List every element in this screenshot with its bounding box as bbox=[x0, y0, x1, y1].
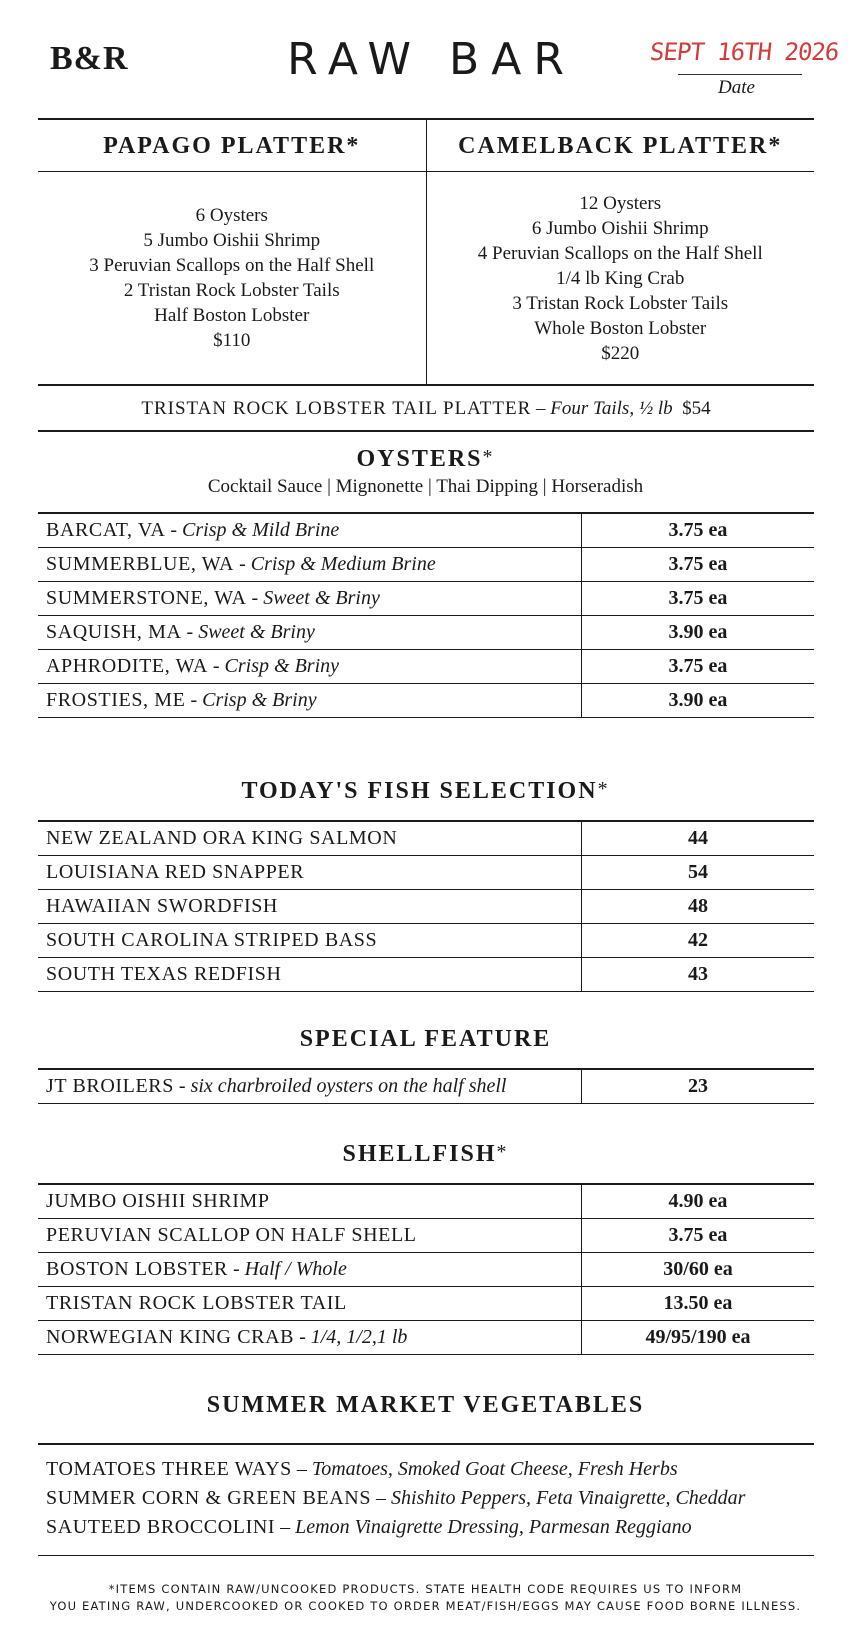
platter-item: 6 Jumbo Oishii Shrimp bbox=[531, 217, 709, 239]
date-stamp: SEPT 16TH 2026 bbox=[648, 38, 840, 66]
item-name-cell: SUMMERSTONE, WA - Sweet & Briny bbox=[38, 582, 582, 615]
item-desc: Half / Whole bbox=[244, 1258, 347, 1280]
item-price: 3.90 ea bbox=[668, 689, 728, 711]
platter-item: 6 Oysters bbox=[195, 205, 268, 226]
platter-item: 4 Peruvian Scallops on the Half Shell bbox=[477, 242, 763, 264]
item-price: 42 bbox=[688, 929, 708, 951]
table-row bbox=[38, 1321, 814, 1355]
item-name-cell: BARCAT, VA - Crisp & Mild Brine bbox=[38, 514, 582, 547]
fish-table bbox=[38, 820, 814, 992]
item-price: 44 bbox=[688, 827, 708, 849]
table-row bbox=[38, 1185, 814, 1219]
platter-camelback bbox=[426, 120, 815, 384]
item-name: NORWEGIAN KING CRAB bbox=[46, 1326, 295, 1348]
item-name: JUMBO OISHII SHRIMP bbox=[46, 1190, 270, 1212]
item-price: 3.75 ea bbox=[668, 587, 728, 609]
platter-item: 2 Tristan Rock Lobster Tails bbox=[123, 280, 340, 301]
section-title: OYSTERS bbox=[356, 446, 483, 472]
item-price: 3.90 ea bbox=[668, 621, 728, 643]
footnote-line: YOU EATING RAW, UNDERCOOKED OR COOKED TO ORDER MEAT/FISH/EGGS MAY CAUSE FOOD BORNE ILLNESS. bbox=[49, 1599, 802, 1613]
item-price: 3.75 ea bbox=[668, 1224, 728, 1246]
item-name-cell bbox=[38, 890, 582, 923]
item-name: SUMMER CORN & GREEN BEANS bbox=[46, 1487, 372, 1509]
item-price: 13.50 ea bbox=[663, 1292, 733, 1314]
item-desc: Lemon Vinaigrette Dressing, Parmesan Reggiano bbox=[295, 1516, 692, 1538]
item-price: 48 bbox=[688, 895, 708, 917]
list-item: TOMATOES THREE WAYS – Tomatoes, Smoked Goat Cheese, Fresh Herbs bbox=[46, 1458, 678, 1480]
oyster-sauces: Cocktail Sauce | Mignonette | Thai Dipping | Horseradish bbox=[207, 476, 644, 497]
item-desc: Tomatoes, Smoked Goat Cheese, Fresh Herbs bbox=[311, 1458, 678, 1480]
table-row bbox=[38, 582, 814, 616]
item-name-cell bbox=[38, 924, 582, 957]
tail-platter-price: $54 bbox=[682, 398, 711, 419]
item-name: SOUTH CAROLINA STRIPED BASS bbox=[46, 929, 378, 951]
platter-item: 5 Jumbo Oishii Shrimp bbox=[143, 230, 321, 251]
item-name-cell: FROSTIES, ME - Crisp & Briny bbox=[38, 684, 582, 717]
oysters-table bbox=[38, 512, 814, 718]
item-name-cell bbox=[38, 1185, 582, 1218]
item-name-cell: SAQUISH, MA - Sweet & Briny bbox=[38, 616, 582, 649]
date-underline bbox=[678, 74, 802, 75]
platter-item: 1/4 lb King Crab bbox=[556, 267, 685, 289]
restaurant-logo: B&R bbox=[50, 40, 129, 77]
item-desc: 1/4, 1/2,1 lb bbox=[310, 1326, 408, 1348]
item-name-cell: SUMMERBLUE, WA - Crisp & Medium Brine bbox=[38, 548, 582, 581]
item-name: BARCAT, VA bbox=[46, 519, 166, 541]
item-price: 54 bbox=[688, 861, 708, 883]
platter-title: PAPAGO PLATTER* bbox=[38, 120, 426, 172]
asterisk: * bbox=[482, 446, 495, 468]
item-desc: Crisp & Briny bbox=[224, 655, 339, 677]
tail-platter-separator: – bbox=[531, 398, 551, 419]
item-name-cell bbox=[38, 856, 582, 889]
item-desc: six charbroiled oysters on the half shell bbox=[190, 1075, 507, 1097]
platter-item: Half Boston Lobster bbox=[154, 305, 310, 326]
table-row bbox=[38, 1253, 814, 1287]
table-row bbox=[38, 548, 814, 582]
special-table bbox=[38, 1068, 814, 1104]
table-row bbox=[38, 856, 814, 890]
item-name: APHRODITE, WA bbox=[46, 655, 208, 677]
item-price: 3.75 ea bbox=[668, 519, 728, 541]
item-desc: Crisp & Medium Brine bbox=[250, 553, 436, 575]
item-name-cell: JT BROILERS - six charbroiled oysters on the half shell bbox=[38, 1070, 582, 1103]
item-name-cell bbox=[38, 1219, 582, 1252]
platter-title: CAMELBACK PLATTER* bbox=[427, 120, 815, 172]
item-name: NEW ZEALAND ORA KING SALMON bbox=[46, 827, 398, 849]
asterisk: * bbox=[597, 778, 610, 800]
shellfish-heading bbox=[0, 1141, 851, 1168]
item-name: SAUTEED BROCCOLINI bbox=[46, 1516, 276, 1538]
platter-item: 3 Tristan Rock Lobster Tails bbox=[512, 292, 729, 314]
section-title: SHELLFISH bbox=[342, 1141, 497, 1167]
health-code-footnote bbox=[0, 1581, 851, 1615]
item-desc: Shishito Peppers, Feta Vinaigrette, Cheddar bbox=[391, 1487, 746, 1509]
table-row bbox=[38, 924, 814, 958]
table-row bbox=[38, 1287, 814, 1321]
item-price: 43 bbox=[688, 963, 708, 985]
item-desc: Sweet & Briny bbox=[198, 621, 315, 643]
platter-item: 3 Peruvian Scallops on the Half Shell bbox=[89, 255, 375, 276]
vegetables-heading: SUMMER MARKET VEGETABLES bbox=[206, 1392, 645, 1418]
platters-table bbox=[38, 118, 814, 386]
item-name-cell: NORWEGIAN KING CRAB - 1/4, 1/2,1 lb bbox=[38, 1321, 582, 1354]
table-row bbox=[38, 616, 814, 650]
item-name-cell: APHRODITE, WA - Crisp & Briny bbox=[38, 650, 582, 683]
vegetables-list bbox=[38, 1443, 814, 1556]
tail-platter-name: TRISTAN ROCK LOBSTER TAIL PLATTER bbox=[141, 398, 532, 419]
platter-papago bbox=[38, 120, 426, 384]
platter-item: 12 Oysters bbox=[579, 192, 662, 214]
table-row bbox=[38, 1070, 814, 1104]
table-row bbox=[38, 1219, 814, 1253]
item-name-cell: BOSTON LOBSTER - Half / Whole bbox=[38, 1253, 582, 1286]
tail-platter-desc: Four Tails, ½ lb bbox=[550, 398, 673, 419]
item-price: 49/95/190 ea bbox=[645, 1326, 751, 1348]
list-item: SUMMER CORN & GREEN BEANS – Shishito Peppers, Feta Vinaigrette, Cheddar bbox=[46, 1487, 746, 1509]
footnote-line: *ITEMS CONTAIN RAW/UNCOOKED PRODUCTS. STATE HEALTH CODE REQUIRES US TO INFORM bbox=[108, 1582, 743, 1596]
date-label: Date bbox=[718, 77, 755, 98]
item-desc: Sweet & Briny bbox=[263, 587, 380, 609]
platter-item: Whole Boston Lobster bbox=[534, 317, 707, 339]
table-row bbox=[38, 684, 814, 718]
item-name: SUMMERSTONE, WA bbox=[46, 587, 247, 609]
item-name: TOMATOES THREE WAYS bbox=[46, 1458, 292, 1480]
shellfish-table bbox=[38, 1183, 814, 1355]
fish-heading bbox=[0, 778, 851, 805]
item-name: LOUISIANA RED SNAPPER bbox=[46, 861, 305, 883]
list-item: SAUTEED BROCCOLINI – Lemon Vinaigrette Dressing, Parmesan Reggiano bbox=[46, 1516, 692, 1538]
item-name-cell bbox=[38, 958, 582, 991]
oysters-heading bbox=[0, 446, 851, 473]
item-name-cell bbox=[38, 822, 582, 855]
item-name: TRISTAN ROCK LOBSTER TAIL bbox=[46, 1292, 347, 1314]
platter-items bbox=[427, 172, 815, 384]
item-price: 23 bbox=[688, 1075, 708, 1097]
table-row bbox=[38, 822, 814, 856]
item-name: SOUTH TEXAS REDFISH bbox=[46, 963, 282, 985]
item-price: 3.75 ea bbox=[668, 553, 728, 575]
item-price: 4.90 ea bbox=[668, 1190, 728, 1212]
platter-items bbox=[38, 172, 426, 384]
table-row bbox=[38, 890, 814, 924]
table-row bbox=[38, 514, 814, 548]
table-row bbox=[38, 650, 814, 684]
item-price: 3.75 ea bbox=[668, 655, 728, 677]
item-name: SAQUISH, MA bbox=[46, 621, 182, 643]
item-name: HAWAIIAN SWORDFISH bbox=[46, 895, 278, 917]
platter-price: $110 bbox=[213, 330, 251, 351]
item-name: FROSTIES, ME bbox=[46, 689, 186, 711]
item-name: BOSTON LOBSTER bbox=[46, 1258, 228, 1280]
asterisk: * bbox=[496, 1141, 509, 1163]
special-heading: SPECIAL FEATURE bbox=[299, 1026, 552, 1052]
tail-platter-row bbox=[38, 388, 814, 432]
table-row bbox=[38, 958, 814, 992]
item-desc: Crisp & Mild Brine bbox=[182, 519, 340, 541]
item-name: JT BROILERS bbox=[46, 1075, 174, 1097]
item-name: PERUVIAN SCALLOP ON HALF SHELL bbox=[46, 1224, 417, 1246]
item-price: 30/60 ea bbox=[663, 1258, 733, 1280]
item-name: SUMMERBLUE, WA bbox=[46, 553, 235, 575]
item-name-cell bbox=[38, 1287, 582, 1320]
section-title: TODAY'S FISH SELECTION bbox=[241, 778, 598, 804]
item-desc: Crisp & Briny bbox=[202, 689, 317, 711]
platter-price: $220 bbox=[601, 342, 640, 364]
page-title: RAW BAR bbox=[287, 34, 576, 85]
